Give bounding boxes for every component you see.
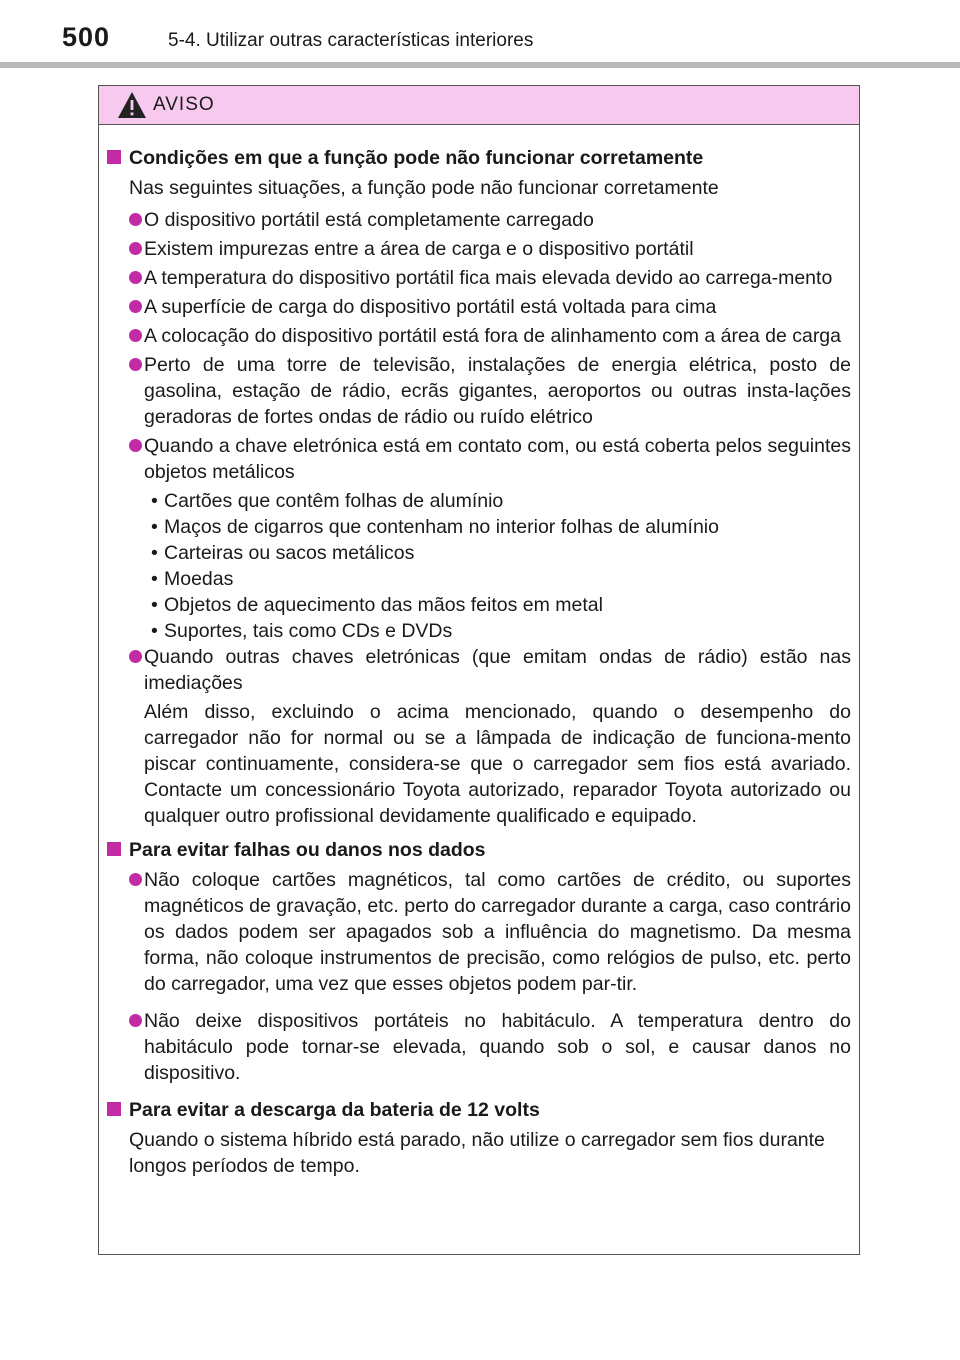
bullet-dot (129, 329, 142, 342)
section-heading: Condições em que a função pode não funcionar corretamente (107, 145, 851, 171)
list-item: A colocação do dispositivo portátil está fora de alinhamento com a área de carga (107, 323, 851, 349)
section-heading: Para evitar a descarga da bateria de 12 volts (107, 1097, 851, 1123)
bullet-dot (129, 650, 142, 663)
sub-list-item: • Suportes, tais como CDs e DVDs (107, 618, 851, 644)
bullet-dot (129, 1014, 142, 1027)
sub-list-item: • Carteiras ou sacos metálicos (107, 540, 851, 566)
warning-triangle-icon (117, 90, 147, 120)
header-rule (0, 62, 960, 68)
warning-body (99, 125, 859, 1179)
sub-list-item: • Objetos de aquecimento das mãos feitos em metal (107, 592, 851, 618)
list-item: O dispositivo portátil está completamente carregado (107, 207, 851, 233)
list-item: A temperatura do dispositivo portátil fica mais elevada devido ao carrega-mento (107, 265, 851, 291)
list-item: Quando outras chaves eletrónicas (que emitam ondas de rádio) estão nas imediações (107, 644, 851, 696)
bullet-dot (129, 358, 142, 371)
bullet-dot (129, 300, 142, 313)
bullet-dot (129, 439, 142, 452)
warning-header (99, 86, 859, 125)
list-item: Não coloque cartões magnéticos, tal como cartões de crédito, ou suportes magnéticos de gravação, etc. perto do carregador durante a carga, caso contrário os dados podem ser apagados sob a influência do magnetismo. Da mesma forma, não coloque instrumentos de precisão, como relógios de pulso, etc. perto do carregador, uma vez que esses objetos podem par-tir. (107, 867, 851, 997)
section-note: Além disso, excluindo o acima mencionado, quando o desempenho do carregador não for normal ou se a lâmpada de indicação de funciona-mento piscar continuamente, considera-se que o carregador sem fios está avariado. Contacte um concessionário Toyota autorizado, reparador Toyota autorizado ou qualquer outro profissional devidamente qualificado e equipado. (144, 701, 851, 827)
section-heading: Para evitar falhas ou danos nos dados (107, 837, 851, 863)
bullet-dot (129, 213, 142, 226)
bullet-dot (129, 873, 142, 886)
page-number: 500 (62, 22, 111, 52)
list-item: Perto de uma torre de televisão, instalações de energia elétrica, posto de gasolina, estação de rádio, ecrãs gigantes, aeroportos ou outras insta-lações geradoras de fortes ondas de rádio ou ruído elétrico (107, 352, 851, 430)
list-item: Existem impurezas entre a área de carga e o dispositivo portátil (107, 236, 851, 262)
page-header (0, 0, 960, 70)
section-intro: Quando o sistema híbrido está parado, não utilize o carregador sem fios durante longos períodos de tempo. (129, 1129, 825, 1177)
sub-list-item: • Maços de cigarros que contenham no interior folhas de alumínio (107, 514, 851, 540)
bullet-dot (129, 242, 142, 255)
list-item: A superfície de carga do dispositivo portátil está voltada para cima (107, 294, 851, 320)
warning-label: AVISO (153, 94, 215, 115)
list-item: Quando a chave eletrónica está em contato com, ou está coberta pelos seguintes objetos metálicos (107, 433, 851, 485)
sub-list-item: • Moedas (107, 566, 851, 592)
section-intro: Nas seguintes situações, a função pode não funcionar corretamente (129, 177, 719, 199)
list-item: Não deixe dispositivos portáteis no habitáculo. A temperatura dentro do habitáculo pode tornar-se elevada, quando sob o sol, e causar danos no dispositivo. (107, 1008, 851, 1086)
section-title: 5-4. Utilizar outras características interiores (168, 30, 534, 51)
bullet-dot (129, 271, 142, 284)
sub-list-item: • Cartões que contêm folhas de alumínio (107, 488, 851, 514)
warning-box (98, 85, 860, 1255)
